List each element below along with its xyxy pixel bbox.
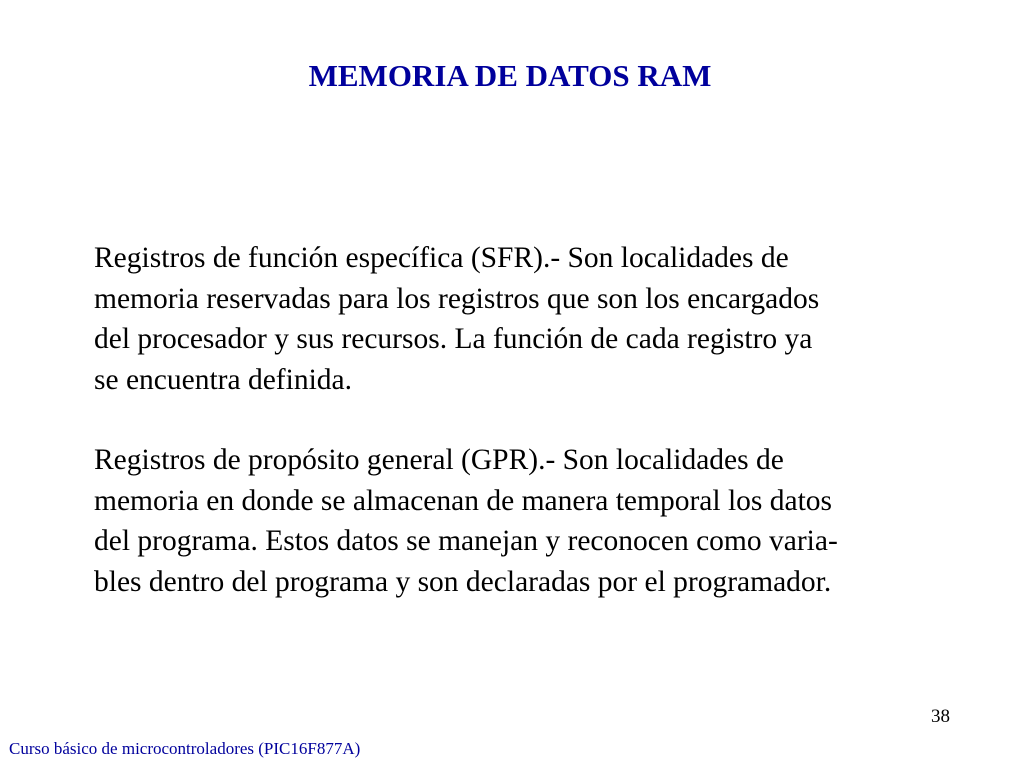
slide-body xyxy=(94,238,974,602)
slide-title: MEMORIA DE DATOS RAM xyxy=(308,58,712,93)
footer-course-title: Curso básico de microcontroladores (PIC16F877A) xyxy=(9,739,361,758)
paragraph-line: se encuentra definida. xyxy=(94,363,352,396)
paragraph-sfr xyxy=(94,238,974,400)
paragraph-line: bles dentro del programa y son declaradas por el programador. xyxy=(94,565,832,598)
paragraph-line: Registros de función específica (SFR).- Son localidades de xyxy=(94,242,789,274)
paragraph-line: memoria en donde se almacenan de manera temporal los datos xyxy=(94,484,833,517)
paragraph-line: Registros de propósito general (GPR).- Son localidades de xyxy=(94,444,784,476)
paragraph-line: del procesador y sus recursos. La función de cada registro ya xyxy=(94,323,813,355)
page-number: 38 xyxy=(931,706,950,727)
paragraph-gpr xyxy=(94,440,974,602)
paragraph-line: memoria reservadas para los registros que son los encargados xyxy=(94,282,820,315)
paragraph-line: del programa. Estos datos se manejan y reconocen como varia- xyxy=(94,525,838,557)
